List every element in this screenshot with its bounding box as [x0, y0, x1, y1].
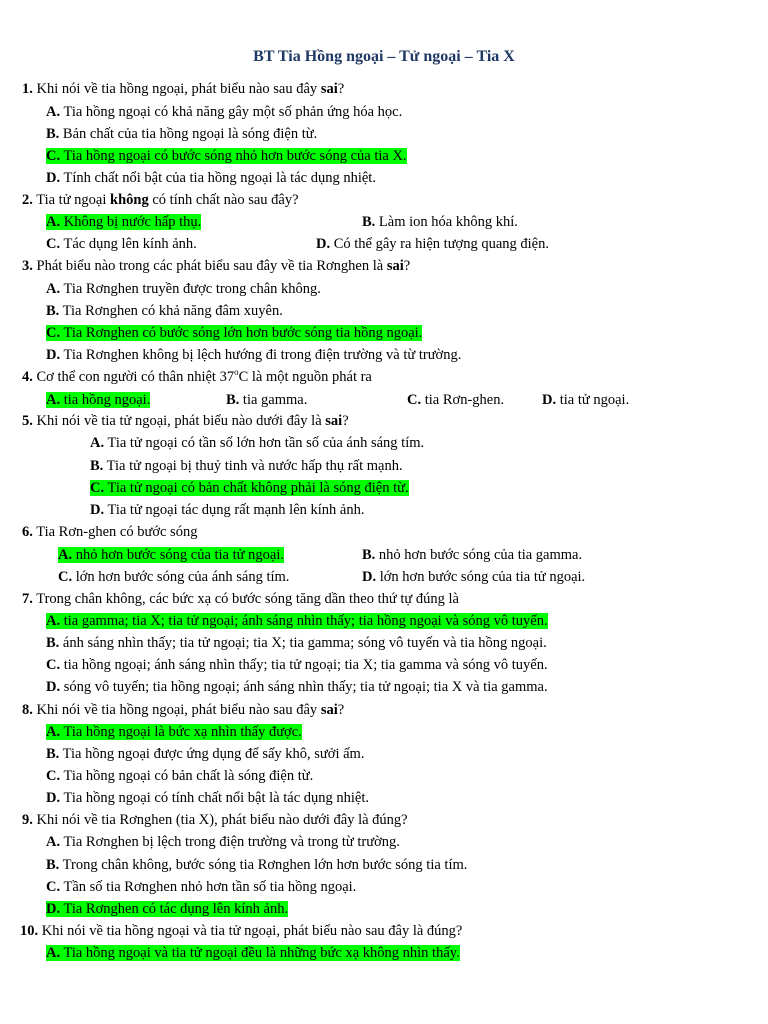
q1-option-b: B. Bản chất của tia hồng ngoại là sóng điện từ.	[46, 126, 318, 142]
q9-option-d: D. Tia Rơnghen có tác dụng lên kính ảnh.	[46, 901, 289, 917]
q4-option-a: A. tia hồng ngoại.	[46, 392, 151, 408]
q6-option-c: C. lớn hơn bước sóng của ánh sáng tím.	[58, 569, 290, 585]
q8-option-c: C. Tia hồng ngoại có bản chất là sóng điện từ.	[46, 768, 314, 784]
question-4: 4. Cơ thể con người có thân nhiệt 37$^o$C là một nguồn phát ra	[22, 367, 372, 385]
question-2: 2. Tia tử ngoại không có tính chất nào sau đây?	[22, 192, 299, 208]
question-6: 6. Tia Rơn-ghen có bước sóng	[22, 524, 198, 540]
q6-option-d: D. lớn hơn bước sóng của tia tử ngoại.	[362, 569, 586, 585]
question-9: 9. Khi nói về tia Rơnghen (tia X), phát biểu nào dưới đây là đúng?	[22, 812, 408, 828]
q8-option-a: A. Tia hồng ngoại là bức xạ nhìn thấy được.	[46, 724, 302, 740]
question-1: 1. Khi nói về tia hồng ngoại, phát biểu nào sau đây sai?	[22, 81, 345, 97]
question-10: 10. Khi nói về tia hồng ngoại và tia tử ngoại, phát biểu nào sau đây là đúng?	[20, 923, 463, 939]
q5-option-a: A. Tia tử ngoại có tần số lớn hơn tần số của ánh sáng tím.	[90, 435, 425, 451]
q6-option-a: A. nhỏ hơn bước sóng của tia tử ngoại.	[58, 547, 284, 563]
q10-option-a: A. Tia hồng ngoại và tia tử ngoại đều là những bức xạ không nhìn thấy.	[46, 945, 460, 961]
q3-option-a: A. Tia Rơnghen truyền được trong chân không.	[46, 281, 321, 297]
q5-option-d: D. Tia tử ngoại tác dụng rất mạnh lên kính ảnh.	[90, 502, 365, 518]
q7-option-a: A. tia gamma; tia X; tia tử ngoại; ánh sáng nhìn thấy; tia hồng ngoại và sóng vô tuyến.	[46, 613, 548, 629]
question-8: 8. Khi nói về tia hồng ngoại, phát biểu nào sau đây sai?	[22, 702, 345, 718]
q4-option-d: D. tia tử ngoại.	[542, 392, 630, 408]
q5-option-c: C. Tia tử ngoại có bản chất không phải là sóng điện từ.	[90, 480, 409, 496]
q7-option-c: C. tia hồng ngoại; ánh sáng nhìn thấy; tia tử ngoại; tia X; tia gamma và sóng vô tuyến.	[46, 657, 548, 673]
q4-option-c: C. tia Rơn-ghen.	[407, 392, 505, 408]
question-7: 7. Trong chân không, các bức xạ có bước sóng tăng dần theo thứ tự đúng là	[22, 591, 459, 607]
q8-option-b: B. Tia hồng ngoại được ứng dụng để sấy khô, sưởi ấm.	[46, 746, 365, 762]
q7-option-b: B. ánh sáng nhìn thấy; tia tử ngoại; tia X; tia gamma; sóng vô tuyến và tia hồng ngoại.	[46, 635, 547, 651]
q2-option-b: B. Làm ion hóa không khí.	[362, 214, 518, 230]
question-3: 3. Phát biểu nào trong các phát biểu sau đây về tia Rơnghen là sai?	[22, 258, 411, 274]
q3-option-b: B. Tia Rơnghen có khả năng đâm xuyên.	[46, 303, 283, 319]
page-title: BT Tia Hồng ngoại – Tử ngoại – Tia X	[253, 48, 515, 65]
q8-option-d: D. Tia hồng ngoại có tính chất nổi bật là tác dụng nhiệt.	[46, 790, 370, 806]
q4-option-b: B. tia gamma.	[226, 392, 308, 408]
q9-option-a: A. Tia Rơnghen bị lệch trong điện trường và trong từ trường.	[46, 834, 400, 850]
q3-option-c: C. Tia Rơnghen có bước sóng lớn hơn bước sóng tia hồng ngoại.	[46, 325, 423, 341]
q2-option-a: A. Không bị nước hấp thụ.	[46, 214, 202, 230]
q3-option-d: D. Tia Rơnghen không bị lệch hướng đi trong điện trường và từ trường.	[46, 347, 462, 363]
q2-option-d: D. Có thể gây ra hiện tượng quang điện.	[316, 236, 549, 252]
q9-option-b: B. Trong chân không, bước sóng tia Rơnghen lớn hơn bước sóng tia tím.	[46, 857, 468, 873]
q6-option-b: B. nhỏ hơn bước sóng của tia gamma.	[362, 547, 583, 563]
q1-option-c: C. Tia hồng ngoại có bước sóng nhỏ hơn bước sóng của tia X.	[46, 148, 407, 164]
q2-option-c: C. Tác dụng lên kính ảnh.	[46, 236, 197, 252]
q7-option-d: D. sóng vô tuyến; tia hồng ngoại; ánh sáng nhìn thấy; tia tử ngoại; tia X và tia gamma.	[46, 679, 548, 695]
q9-option-c: C. Tần số tia Rơnghen nhỏ hơn tần số tia hồng ngoại.	[46, 879, 357, 895]
question-5: 5. Khi nói về tia tử ngoại, phát biểu nào dưới đây là sai?	[22, 413, 349, 429]
q1-option-d: D. Tính chất nổi bật của tia hồng ngoại là tác dụng nhiệt.	[46, 170, 376, 186]
q5-option-b: B. Tia tử ngoại bị thuỷ tinh và nước hấp thụ rất mạnh.	[90, 458, 403, 474]
q1-option-a: A. Tia hồng ngoại có khả năng gây một số phản ứng hóa học.	[46, 104, 403, 120]
